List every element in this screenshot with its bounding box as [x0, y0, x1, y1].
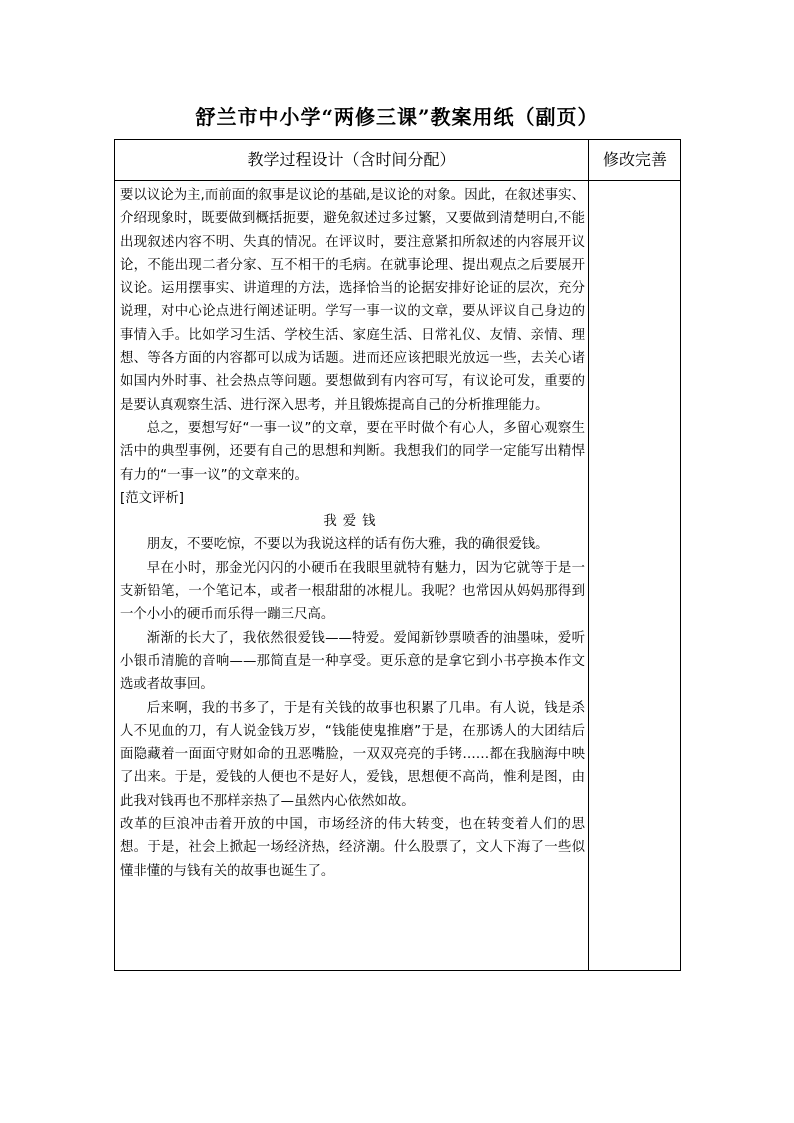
- paragraph-summary: 总之，要想写好“一事一议”的文章，要在平时做个有心人，多留心观察生活中的典型事例，还要有自己的思想和判断。我想我们的同学一定能写出精悍有力的“一事一议”的文章来的。: [120, 420, 585, 483]
- header-teaching-process: 教学过程设计（含时间分配）: [247, 150, 456, 169]
- essay-paragraph: 后来啊，我的书多了，于是有关钱的故事也积累了几串。有人说，钱是杀人不见血的刀，有人说金钱万岁，“钱能使鬼推磨”于是，在那诱人的大团结后面隐藏着一面面守财如命的丑恶嘴脸，一双双亮亮的手铐……都在我脑海中映了出来。于是，爱钱的人便也不是好人，爱钱，思想便不高尚，惟利是图，由此我对钱再也不那样亲热了—虽然内心依然如故。: [120, 700, 585, 809]
- essay-paragraph: 早在小时，那金光闪闪的小硬币在我眼里就特有魅力，因为它就等于是一支新铅笔，一个笔记本，或者一根甜甜的冰棍儿。我呢？也常因从妈妈那得到一个小小的硬币而乐得一蹦三尺高。: [120, 560, 585, 623]
- essay-title: 我爱钱: [323, 514, 382, 530]
- essay-paragraph: 朋友，不要吃惊，不要以为我说这样的话有伤大雅，我的确很爱钱。: [146, 537, 549, 553]
- column-divider: [588, 140, 589, 970]
- header-divider: [115, 180, 680, 181]
- paragraph-method: 要以议论为主,而前面的叙事是议论的基础,是议论的对象。因此，在叙述事实、介绍现象时，既要做到概括扼要，避免叙述过多过繁，又要做到清楚明白,不能出现叙述内容不明、失真的情况。在评议时，要注意紧扣所叙述的内容展开议论，不能出现二者分家、互不相干的毛病。在就事论理、提出观点之后要展开议论。运用摆事实、讲道理的方法，选择恰当的论据安排好论证的层次，充分说理，对中心论点进行阐述证明。学写一事一议的文章，要从评议自己身边的事情入手。比如学习生活、学校生活、家庭生活、日常礼仪、友情、亲情、理想、等各方面的内容都可以成为话题。进而还应该把眼光放远一些，去关心诸如国内外时事、社会热点等问题。要想做到有内容可写，有议论可发，重要的是要认真观察生活、进行深入思考，并且锻炼提高自己的分析推理能力。: [120, 188, 585, 413]
- essay-paragraph: 渐渐的长大了，我依然很爱钱——特爱。爱闻新钞票喷香的油墨味，爱听小银币清脆的音响——那简直是一种享受。更乐意的是拿它到小书亭换本作文选或者故事回。: [120, 630, 585, 693]
- page-title: 舒兰市中小学“两修三课”教案用纸（副页）: [195, 105, 599, 129]
- essay-paragraph: 改革的巨浪冲击着开放的中国，市场经济的伟大转变，也在转变着人们的思想。于是，社会上掀起一场经济热，经济潮。什么股票了，文人下海了一些似懂非懂的与钱有关的故事也诞生了。: [120, 817, 585, 879]
- header-revision: 修改完善: [602, 150, 667, 169]
- lesson-plan-table: [114, 139, 681, 971]
- section-label: [范文评析]: [120, 490, 185, 506]
- lesson-content: [120, 184, 585, 883]
